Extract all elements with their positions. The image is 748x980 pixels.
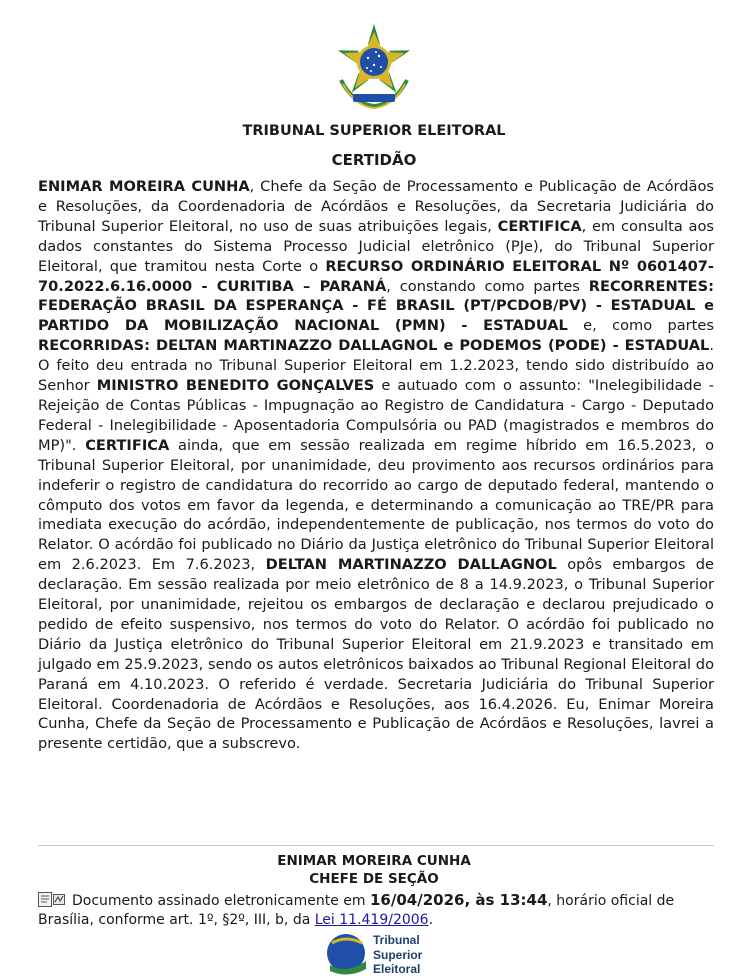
body-segment: CERTIFICA xyxy=(85,436,170,454)
signature-datetime: 16/04/2026, às 13:44 xyxy=(370,891,548,909)
body-segment: , Chefe da Seção de Processamento e Publicação de Acórdãos e Resoluções, da Coordenadoria de Acórdãos e Resoluções, da Secretaria Judiciária do Tribunal Superior Eleitoral, no uso de suas atribuições legais, xyxy=(38,178,714,235)
body-segment: , constando como partes xyxy=(386,277,589,295)
body-segment: opôs embargos de declaração. Em sessão realizada por meio eletrônico de 8 a 14.9.2023, o Tribunal Superior Eleitoral, por unanimidade, rejeitou os embargos de declaração e declarou prejudicado o pedido de efeito suspensivo, nos termos do voto do Relator. O acórdão foi publicado no Diário da Justiça eletrônico do Tribunal Superior Eleitoral em 21.9.2023 e transitado em julgado em 25.9.2023, sendo os autos eletrônicos baixados ao Tribunal Regional Eleitoral do Paraná em 4.10.2023. O referido é verdade. Secretaria Judiciária do Tribunal Superior Eleitoral. Coordenadoria de Acórdãos e Resoluções, aos 16.4.2026. Eu, Enimar Moreira Cunha, Chefe da Seção de Processamento e Publicação de Acórdãos e Resoluções, lavrei a presente certidão, que a subscrevo. xyxy=(38,556,714,753)
body-segment: e, como partes xyxy=(567,317,714,335)
brazil-coat-of-arms-icon xyxy=(333,22,415,110)
stamp-suffix: . xyxy=(428,912,434,928)
stamp-middle: , horário oficial de Brasília, conforme art. 1º, §2º, III, b, da xyxy=(38,893,675,928)
body-segment: ainda, que em sessão realizada em regime híbrido em 16.5.2023, o Tribunal Superior Eleitoral, por unanimidade, deu provimento aos recursos ordinários para indeferir o registro de candidatura do recorrido ao cargo de deputado federal, mantendo o cômputo dos votos em favor da legenda, e determinando a comunicação ao TRE/PR para imediata execução do acórdão, independentemente de publicação, nos termos do voto do Relator. O acórdão foi publicado no Diário da Justiça eletrônico do Tribunal Superior Eleitoral em 2.6.2023. Em 7.6.2023, xyxy=(38,436,715,574)
logo-line: Superior xyxy=(373,947,423,962)
stamp-prefix: Documento assinado eletronicamente em xyxy=(72,893,370,909)
body-segment: MINISTRO BENEDITO GONÇALVES xyxy=(96,377,375,395)
logo-line: Eleitoral xyxy=(373,962,421,976)
body-segment: e autuado com o assunto: "Inelegibilidade - Rejeição de Contas Públicas - Impugnação ao Registro de Candidatura - Cargo - Deputado Federal - Inelegibilidade - Aposentadoria Compulsória ou PAD (magistrados e membros do MP)". xyxy=(38,377,714,454)
body-segment: RECORRIDAS: DELTAN MARTINAZZO DALLAGNOL e PODEMOS (PODE) - ESTADUAL xyxy=(38,337,710,355)
tse-logo-text xyxy=(373,933,422,977)
body-segment: , em consulta aos dados constantes do Sistema Processo Judicial eletrônico (PJe), do Tribunal Superior Eleitoral, que tramitou nesta Corte o xyxy=(38,217,714,275)
certificate-body xyxy=(38,177,714,754)
electronic-signature-note xyxy=(38,891,714,930)
body-segment: CERTIFICA xyxy=(497,217,582,235)
law-link[interactable]: Lei 11.419/2006 xyxy=(314,912,429,928)
body-segment: ENIMAR MOREIRA CUNHA xyxy=(38,178,250,195)
divider xyxy=(38,845,714,846)
signer-role: CHEFE DE SEÇÃO xyxy=(309,871,439,887)
body-segment: . O feito deu entrada no Tribunal Superior Eleitoral em 1.2.2023, tendo sido distribuído ao Senhor xyxy=(38,337,714,395)
body-segment: RECORRENTES: FEDERAÇÃO BRASIL DA ESPERANÇA - FÉ BRASIL (PT/PCDOB/PV) - ESTADUAL e PARTIDO DA MOBILIZAÇÃO NACIONAL (PMN) - ESTADUAL xyxy=(38,277,714,335)
body-segment: DELTAN MARTINAZZO DALLAGNOL xyxy=(265,556,557,574)
digital-signature-icon xyxy=(38,892,66,907)
document-title: CERTIDÃO xyxy=(331,151,417,169)
signer-name: ENIMAR MOREIRA CUNHA xyxy=(277,853,471,869)
body-segment: RECURSO ORDINÁRIO ELEITORAL Nº 0601407-70.2022.6.16.0000 - CURITIBA – PARANÁ xyxy=(38,257,714,295)
logo-line: Tribunal xyxy=(373,933,420,947)
organization-heading: TRIBUNAL SUPERIOR ELEITORAL xyxy=(242,123,506,139)
